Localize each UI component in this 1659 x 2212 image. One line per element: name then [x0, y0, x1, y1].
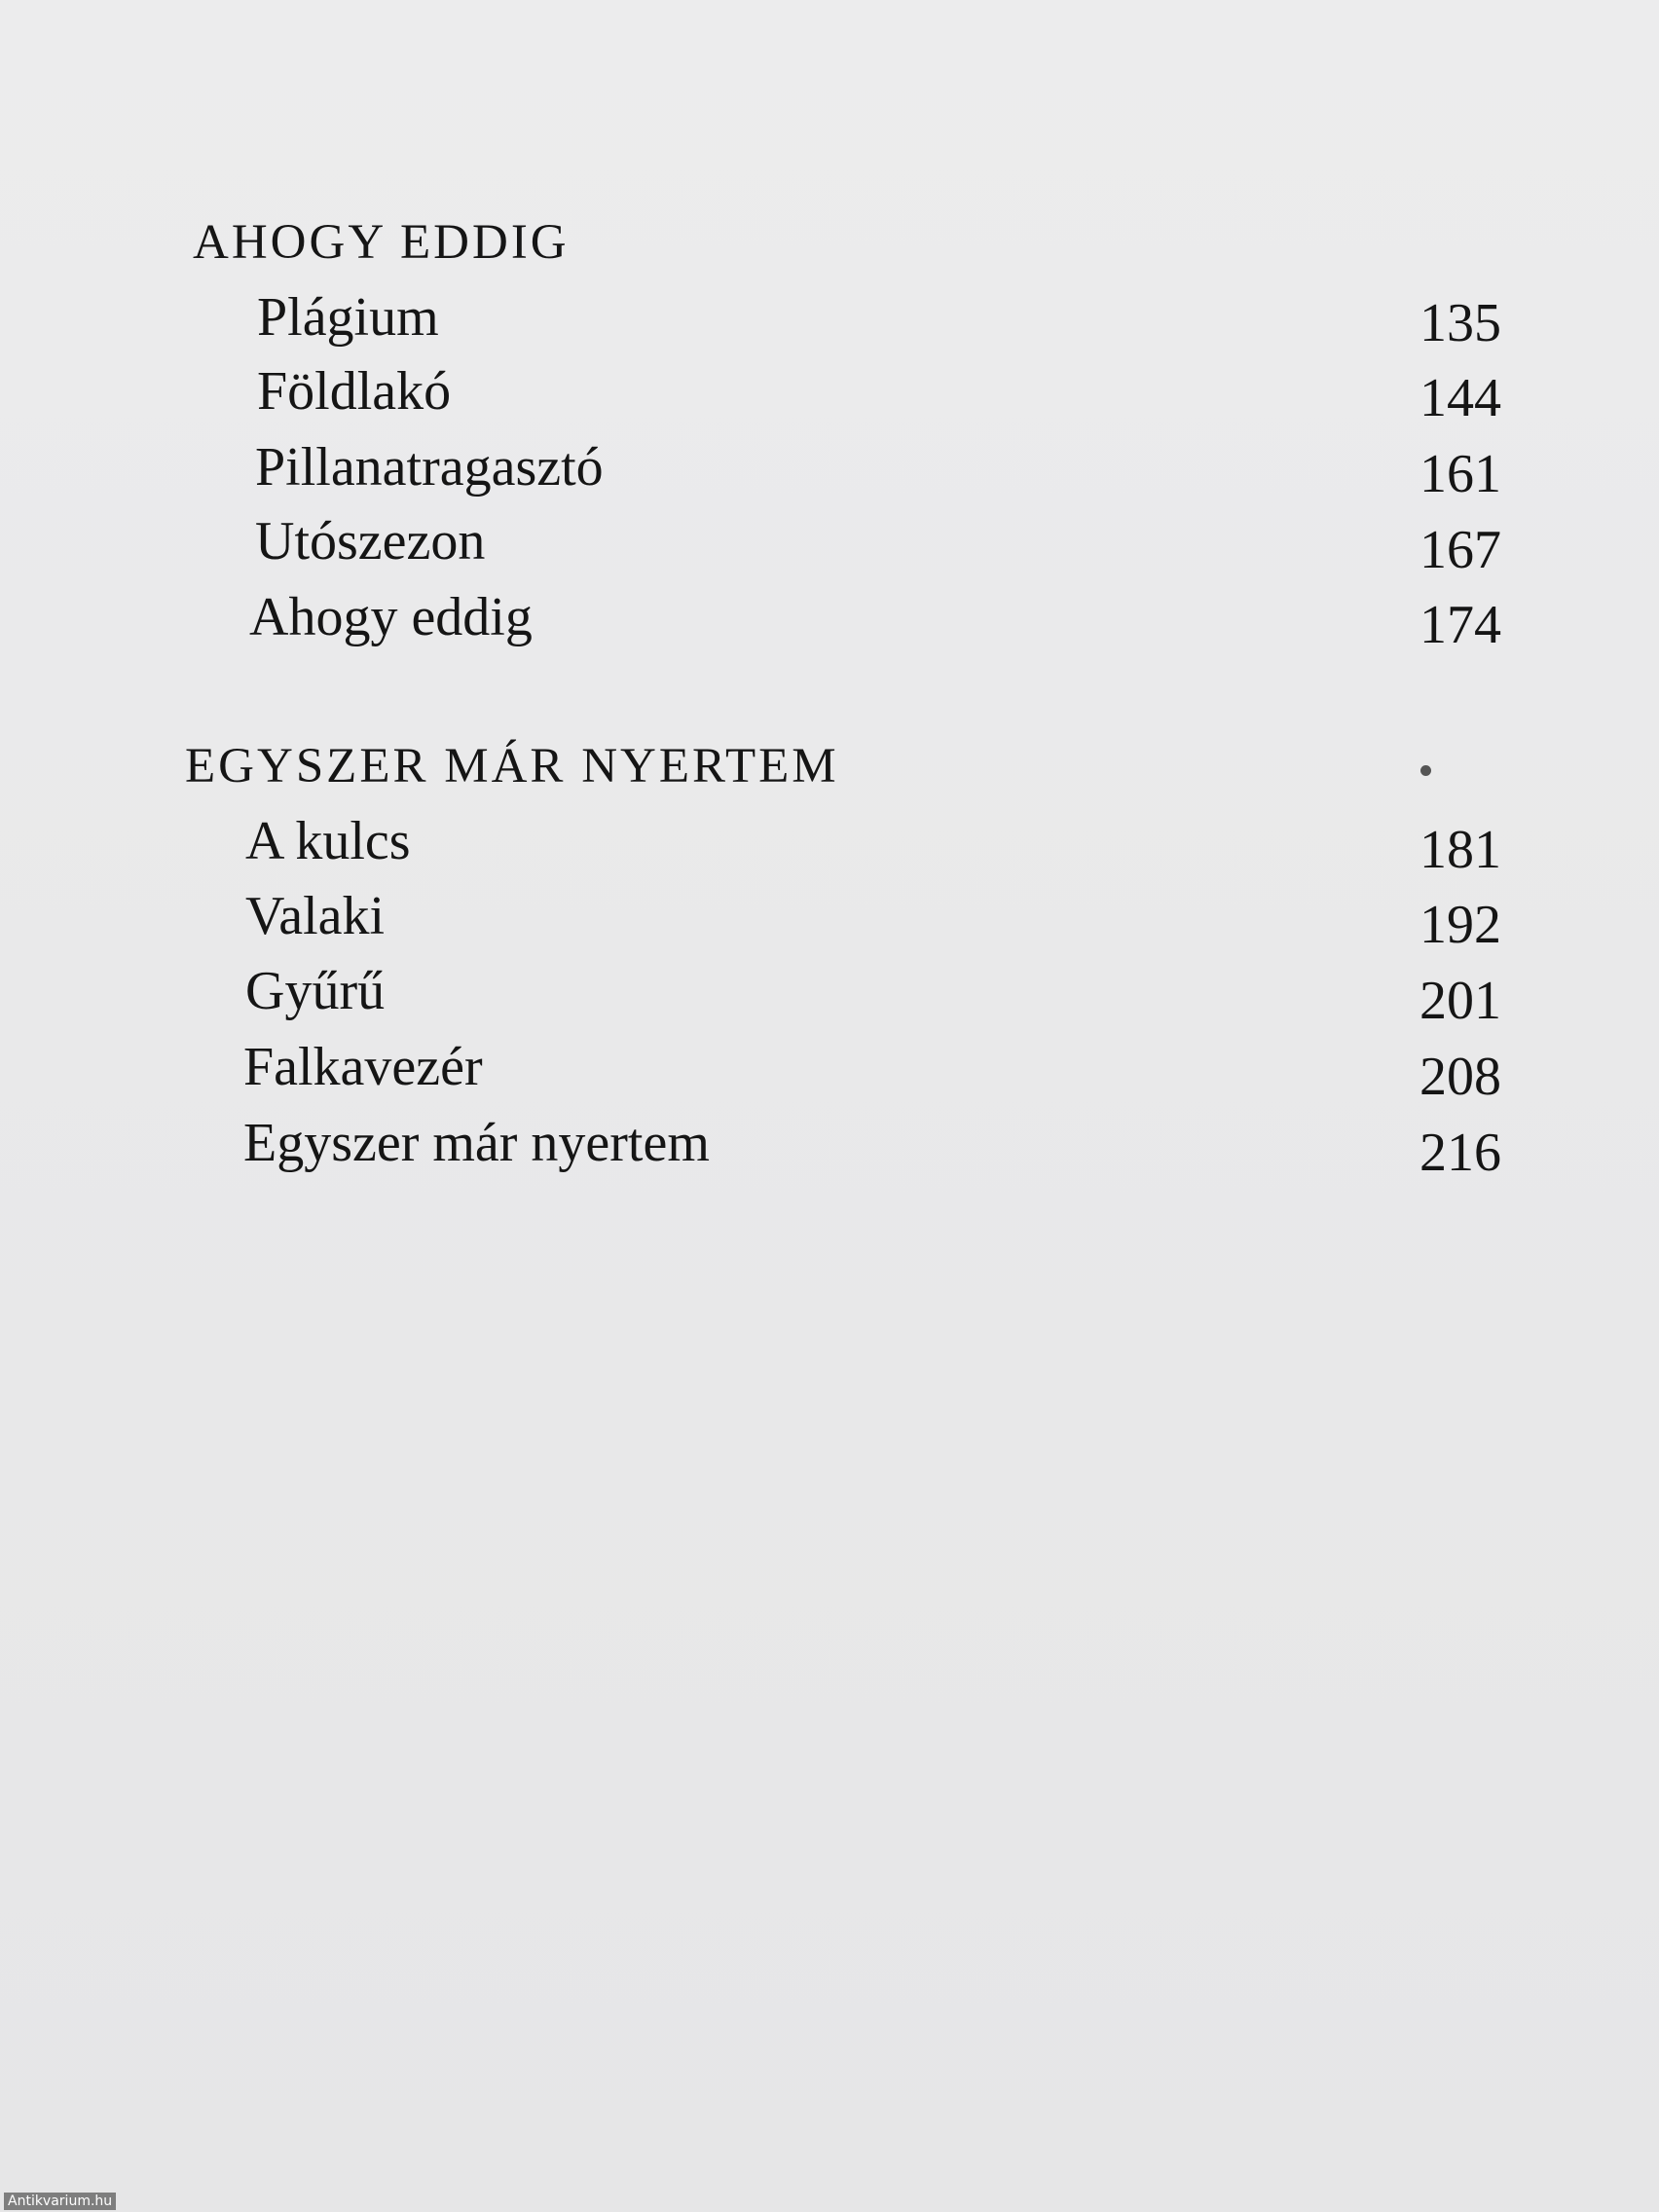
toc-entry-page: 192 [1419, 895, 1501, 955]
watermark: Antikvarium.hu [4, 2193, 116, 2210]
toc-entry-title: Gyűrű [245, 961, 386, 1021]
toc-entry-title: Utószezon [255, 511, 486, 571]
toc-entry-page: 144 [1419, 368, 1501, 428]
toc-entry-page: 201 [1419, 971, 1501, 1031]
toc-entry-page: 208 [1419, 1047, 1501, 1107]
toc-entry-page: 181 [1419, 820, 1501, 880]
toc-entry-title: Ahogy eddig [249, 587, 533, 647]
toc-entry-title: Falkavezér [243, 1037, 483, 1097]
section-heading: AHOGY EDDIG [193, 215, 570, 270]
toc-entry-page: 167 [1419, 520, 1501, 580]
toc-entry-title: Pillanatragasztó [255, 437, 604, 498]
toc-entry-page: 135 [1419, 293, 1501, 353]
toc-entry-title: Földlakó [257, 361, 452, 422]
toc-entry-page: 216 [1419, 1123, 1501, 1183]
bullet-dot [1420, 765, 1431, 776]
toc-entry-title: Egyszer már nyertem [243, 1113, 710, 1173]
toc-entry-title: Valaki [245, 886, 386, 946]
toc-entry-title: A kulcs [245, 811, 411, 871]
toc-entry-page: 174 [1419, 595, 1501, 655]
section-heading: EGYSZER MÁR NYERTEM [185, 739, 839, 793]
toc-entry-title: Plágium [257, 287, 439, 348]
toc-entry-page: 161 [1419, 444, 1501, 504]
